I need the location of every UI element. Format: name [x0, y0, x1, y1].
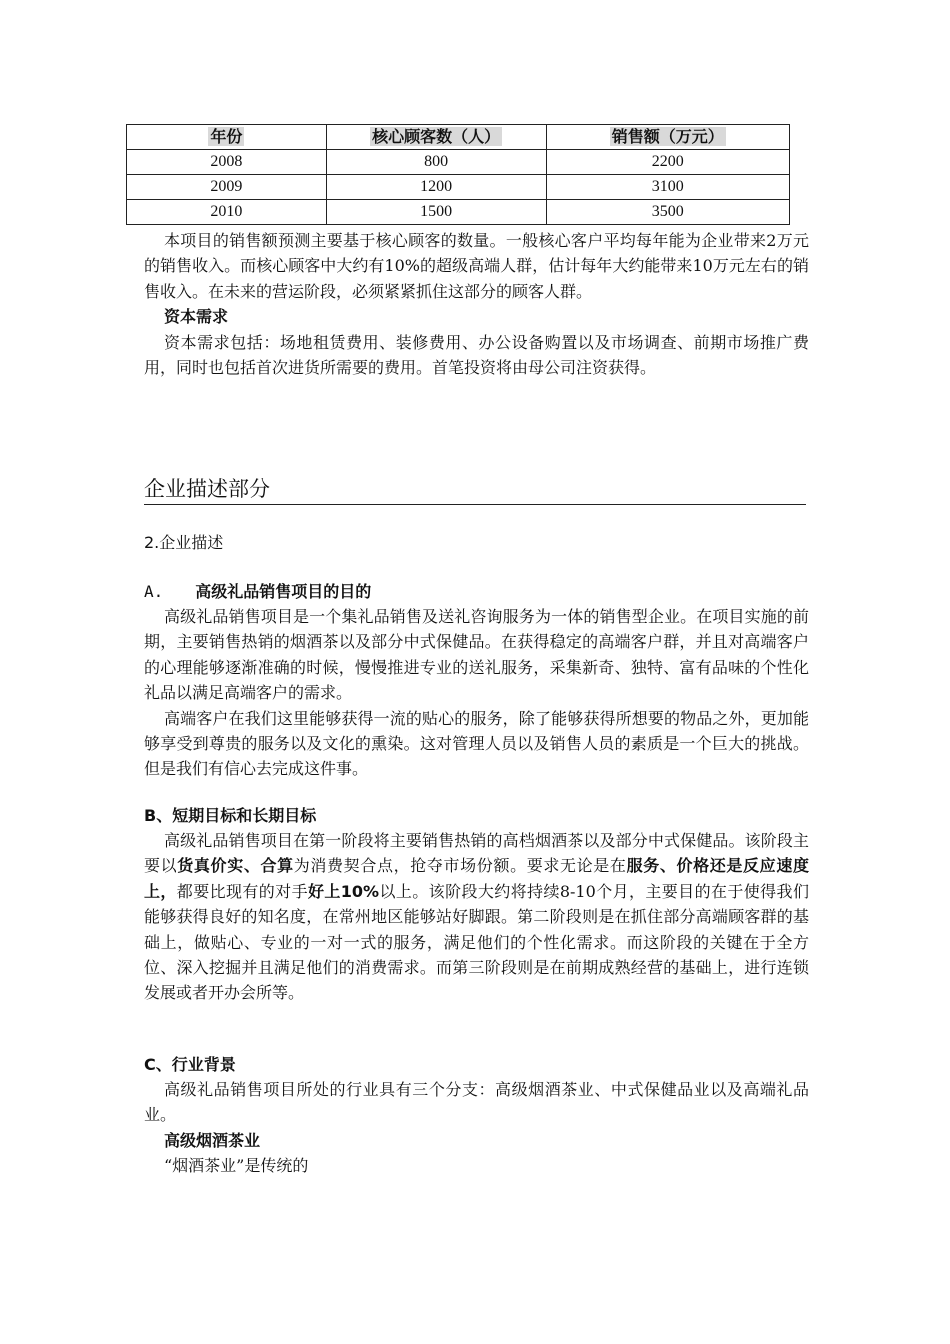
forecast-paragraph: 本项目的销售额预测主要基于核心顾客的数量。一般核心客户平均每年能为企业带来2万元的销售收入。而核心顾客中大约有10%的超级高端人群，估计每年大约能带来10万元左右的销售收入。在未来的营运阶段，必须紧紧抓住这部分的顾客人群。: [144, 231, 809, 301]
forecast-block: [144, 228, 809, 380]
header-year: 年份: [127, 125, 327, 150]
table-cell: 2010: [127, 200, 327, 225]
industry-sub-heading: 高级烟酒茶业: [164, 1130, 261, 1150]
purpose-block: [144, 604, 809, 782]
table-cell: 1200: [326, 175, 546, 200]
heading-a-text: 高级礼品销售项目的目的: [195, 582, 372, 601]
purpose-paragraph-1: 高级礼品销售项目是一个集礼品销售及送礼咨询服务为一体的销售型企业。在项目实施的前期，主要销售热销的烟酒茶以及部分中式保健品。在获得稳定的高端客户群，并且对高端客户的心理能够逐渐准确的时候，慢慢推进专业的送礼服务，采集新奇、独特、富有品味的个性化礼品以满足高端客户的需求。: [144, 607, 809, 703]
table-row: [127, 175, 790, 200]
industry-sub-paragraph: “烟酒茶业”是传统的: [164, 1156, 309, 1176]
capital-paragraph: 资本需求包括：场地租赁费用、装修费用、办公设备购置以及市场调查、前期市场推广费用，同时也包括首次进货所需要的费用。首笔投资将由母公司注资获得。: [144, 332, 809, 378]
emphasis-service: 服务、价格还是反应速度上，: [144, 856, 809, 901]
sub-title: 2.企业描述: [144, 533, 224, 552]
heading-c: C、行业背景: [144, 1055, 236, 1074]
table-cell: 3100: [546, 175, 789, 200]
heading-a-label: A.: [144, 582, 164, 601]
emphasis-better: 好上10%: [307, 881, 380, 901]
table-cell: 2200: [546, 150, 789, 175]
purpose-paragraph-2: 高端客户在我们这里能够获得一流的贴心的服务，除了能够获得所想要的物品之外，更加能够享受到尊贵的服务以及文化的熏染。这对管理人员以及销售人员的素质是一个巨大的挑战。但是我们有信心去完成这件事。: [144, 708, 809, 779]
header-sales: 销售额（万元）: [546, 125, 789, 150]
table-cell: 3500: [546, 200, 789, 225]
table-cell: 2008: [127, 150, 327, 175]
goals-block: [144, 828, 809, 1006]
section-title: 企业描述部分: [144, 474, 806, 505]
sales-forecast-table: [126, 124, 790, 225]
header-core-customers: 核心顾客数（人）: [326, 125, 546, 150]
table-cell: 1500: [326, 200, 546, 225]
emphasis-genuine: 货真价实、合算: [177, 856, 294, 876]
table-cell: 800: [326, 150, 546, 175]
table-row: [127, 200, 790, 225]
heading-a: [144, 580, 371, 604]
table-header-row: [127, 125, 790, 150]
table-row: [127, 150, 790, 175]
capital-heading: 资本需求: [164, 307, 229, 327]
goals-paragraph: 高级礼品销售项目在第一阶段将主要销售热销的高档烟酒茶以及部分中式保健品。该阶段主要以货真价实、合算为消费契合点，抢夺市场份额。要求无论是在服务、价格还是反应速度上，都要比现有的对手好上10%以上。该阶段大约将持续8-10个月，主要目的在于使得我们能够获得良好的知名度，在常州地区能够站好脚跟。第二阶段则是在抓住部分高端顾客群的基础上，做贴心、专业的一对一式的服务，满足他们的个性化需求。而这阶段的关键在于全方位、深入挖掘并且满足他们的消费需求。而第三阶段则是在前期成熟经营的基础上，进行连锁发展或者开办会所等。: [144, 831, 809, 1003]
table-cell: 2009: [127, 175, 327, 200]
industry-block: [144, 1077, 809, 1179]
industry-paragraph: 高级礼品销售项目所处的行业具有三个分支：高级烟酒茶业、中式保健品业以及高端礼品业。: [144, 1080, 809, 1125]
heading-b: B、短期目标和长期目标: [144, 806, 317, 825]
